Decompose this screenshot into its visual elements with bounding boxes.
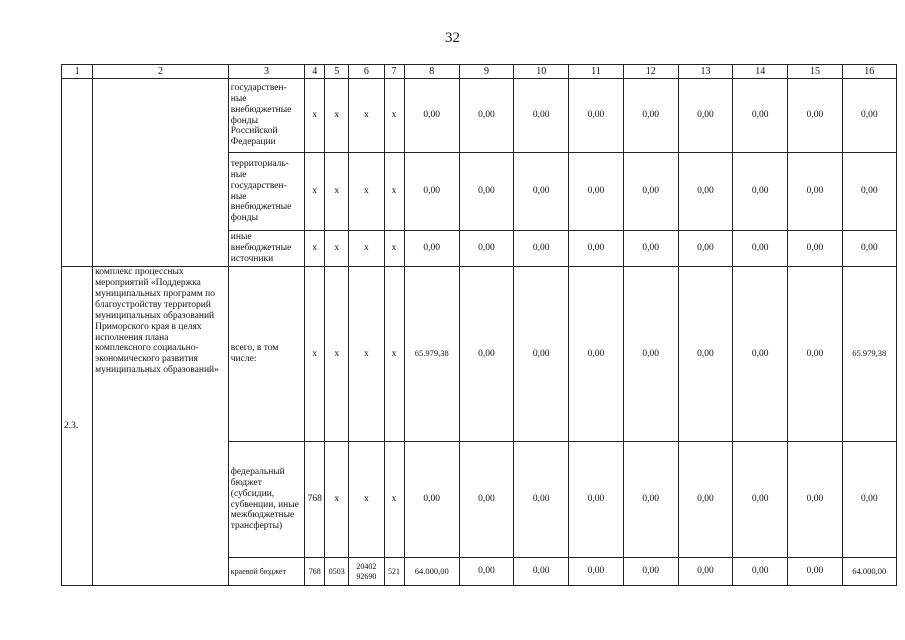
value-cell: 0,00 [788, 231, 842, 267]
column-header: 12 [623, 65, 678, 79]
value-cell: 0,00 [623, 79, 678, 153]
code-cell: 521 [384, 558, 404, 586]
code-cell: 20402 92690 [349, 558, 384, 586]
code-cell: x [325, 79, 349, 153]
value-cell: 0,00 [459, 442, 513, 558]
column-header: 2 [93, 65, 229, 79]
value-cell: 0,00 [514, 558, 569, 586]
value-cell: 0,00 [733, 442, 788, 558]
table-header-row [62, 65, 897, 79]
value-cell: 0,00 [733, 79, 788, 153]
column-header: 5 [325, 65, 349, 79]
value-cell: 0,00 [404, 231, 459, 267]
row-number-cell [62, 79, 93, 267]
value-cell: 0,00 [623, 267, 678, 442]
activity-name-cell [93, 79, 229, 267]
column-header: 3 [228, 65, 304, 79]
code-cell: x [325, 231, 349, 267]
value-cell: 0,00 [404, 153, 459, 231]
value-cell: 65.979,38 [404, 267, 459, 442]
value-cell: 0,00 [514, 231, 569, 267]
value-cell: 0,00 [514, 442, 569, 558]
value-cell: 0,00 [569, 153, 623, 231]
value-cell: 0,00 [569, 442, 623, 558]
value-cell: 0,00 [514, 79, 569, 153]
column-header: 14 [733, 65, 788, 79]
column-header: 11 [569, 65, 623, 79]
code-cell: x [349, 153, 384, 231]
column-header: 10 [514, 65, 569, 79]
column-header: 8 [404, 65, 459, 79]
code-cell: x [305, 79, 325, 153]
funding-source-cell: всего, в том числе: [228, 267, 304, 442]
value-cell: 0,00 [788, 153, 842, 231]
value-cell: 0,00 [733, 558, 788, 586]
value-cell: 0,00 [678, 153, 732, 231]
value-cell: 0,00 [514, 153, 569, 231]
value-cell: 0,00 [678, 442, 732, 558]
value-cell: 0,00 [842, 153, 896, 231]
code-cell: x [325, 153, 349, 231]
row-number-cell: 2.3. [62, 267, 93, 586]
code-cell: x [349, 442, 384, 558]
value-cell: 0,00 [459, 558, 513, 586]
value-cell: 0,00 [842, 442, 896, 558]
value-cell: 0,00 [788, 79, 842, 153]
column-header: 7 [384, 65, 404, 79]
value-cell: 0,00 [623, 442, 678, 558]
value-cell: 0,00 [733, 231, 788, 267]
value-cell: 0,00 [459, 267, 513, 442]
value-cell: 0,00 [678, 231, 732, 267]
value-cell: 0,00 [733, 153, 788, 231]
value-cell: 0,00 [678, 79, 732, 153]
code-cell: x [384, 267, 404, 442]
code-cell: x [349, 79, 384, 153]
funding-source-cell: иные внебюджетные источники [228, 231, 304, 267]
column-header: 6 [349, 65, 384, 79]
column-header: 9 [459, 65, 513, 79]
funding-source-cell: федеральный бюджет (субсидии, субвенции, иные межбюджетные трансферты) [228, 442, 304, 558]
code-cell: 0503 [325, 558, 349, 586]
code-cell: x [349, 231, 384, 267]
code-cell: x [325, 442, 349, 558]
value-cell: 0,00 [842, 231, 896, 267]
value-cell: 0,00 [404, 442, 459, 558]
column-header: 13 [678, 65, 732, 79]
code-cell: 768 [305, 442, 325, 558]
value-cell: 0,00 [842, 79, 896, 153]
budget-table [61, 64, 897, 586]
funding-source-cell: краевой бюджет [228, 558, 304, 586]
value-cell: 0,00 [404, 79, 459, 153]
value-cell: 0,00 [459, 79, 513, 153]
value-cell: 0,00 [569, 267, 623, 442]
column-header: 4 [305, 65, 325, 79]
value-cell: 0,00 [569, 231, 623, 267]
value-cell: 64.000,00 [404, 558, 459, 586]
code-cell: 768 [305, 558, 325, 586]
code-cell: x [305, 153, 325, 231]
value-cell: 0,00 [623, 231, 678, 267]
code-cell: x [384, 231, 404, 267]
value-cell: 64.000,00 [842, 558, 896, 586]
code-cell: x [305, 231, 325, 267]
code-cell: x [384, 442, 404, 558]
code-cell: x [384, 153, 404, 231]
column-header: 15 [788, 65, 842, 79]
value-cell: 0,00 [459, 231, 513, 267]
funding-source-cell: территориаль-ные государствен-ные внебюджетные фонды [228, 153, 304, 231]
code-cell: x [349, 267, 384, 442]
code-cell: x [384, 79, 404, 153]
value-cell: 0,00 [788, 267, 842, 442]
value-cell: 0,00 [514, 267, 569, 442]
value-cell: 0,00 [678, 558, 732, 586]
value-cell: 0,00 [733, 267, 788, 442]
value-cell: 0,00 [623, 153, 678, 231]
column-header: 16 [842, 65, 896, 79]
column-header: 1 [62, 65, 93, 79]
value-cell: 0,00 [569, 79, 623, 153]
table-row [62, 267, 897, 442]
value-cell: 0,00 [569, 558, 623, 586]
value-cell: 0,00 [788, 558, 842, 586]
code-cell: x [305, 267, 325, 442]
value-cell: 0,00 [459, 153, 513, 231]
value-cell: 65.979,38 [842, 267, 896, 442]
activity-name-cell: комплекс процессных мероприятий «Поддержка муниципальных программ по благоустройству территорий муниципальных образований Приморского края в целях исполнения плана комплексного социально-экономического развития муниципальных образований» [93, 267, 229, 586]
table-row [62, 79, 897, 153]
value-cell: 0,00 [788, 442, 842, 558]
value-cell: 0,00 [623, 558, 678, 586]
value-cell: 0,00 [678, 267, 732, 442]
code-cell: x [325, 267, 349, 442]
page-number: 32 [445, 30, 460, 46]
funding-source-cell: государствен-ные внебюджетные фонды Российской Федерации [228, 79, 304, 153]
